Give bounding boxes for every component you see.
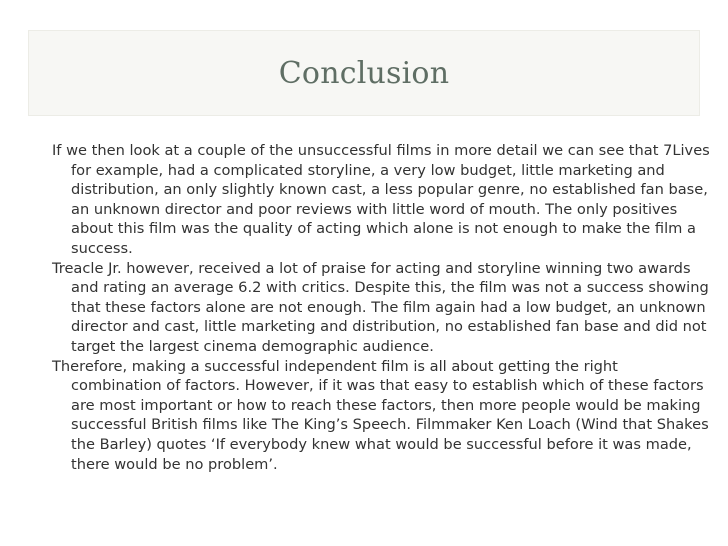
paragraph-unsuccessful-films: If we then look at a couple of the unsuccessful films in more detail we can see that 7Lives for example, had a complicated storyline, a very low budget, little marketing and distribution, an only slightly known cast, a less popular genre, no established fan base, an unknown director and poor reviews with little word of mouth. The only positives about this film was the quality of acting which alone is not enough to make the film a success. <box>52 142 710 257</box>
paragraph-therefore: Therefore, making a successful independent film is all about getting the right combination of factors. However, if it was that easy to establish which of these factors are most important or how to reach these factors, then more people would be making successful British films like The King’s Speech. Filmmaker Ken Loach (Wind that Shakes the Barley) quotes ‘If everybody knew what would be successful before it was made, there would be no problem’. <box>52 357 709 473</box>
slide-title: Conclusion <box>278 56 450 91</box>
paragraph-treacle-jr: Treacle Jr. however, received a lot of praise for acting and storyline winning two awards and rating an average 6.2 with critics. Despite this, the film was not a success showing that these factors alone are not enough. The film again had a low budget, an unknown director and cast, little marketing and distribution, no established fan base and did not target the largest cinema demographic audience. <box>52 259 709 355</box>
body-text <box>52 141 712 474</box>
